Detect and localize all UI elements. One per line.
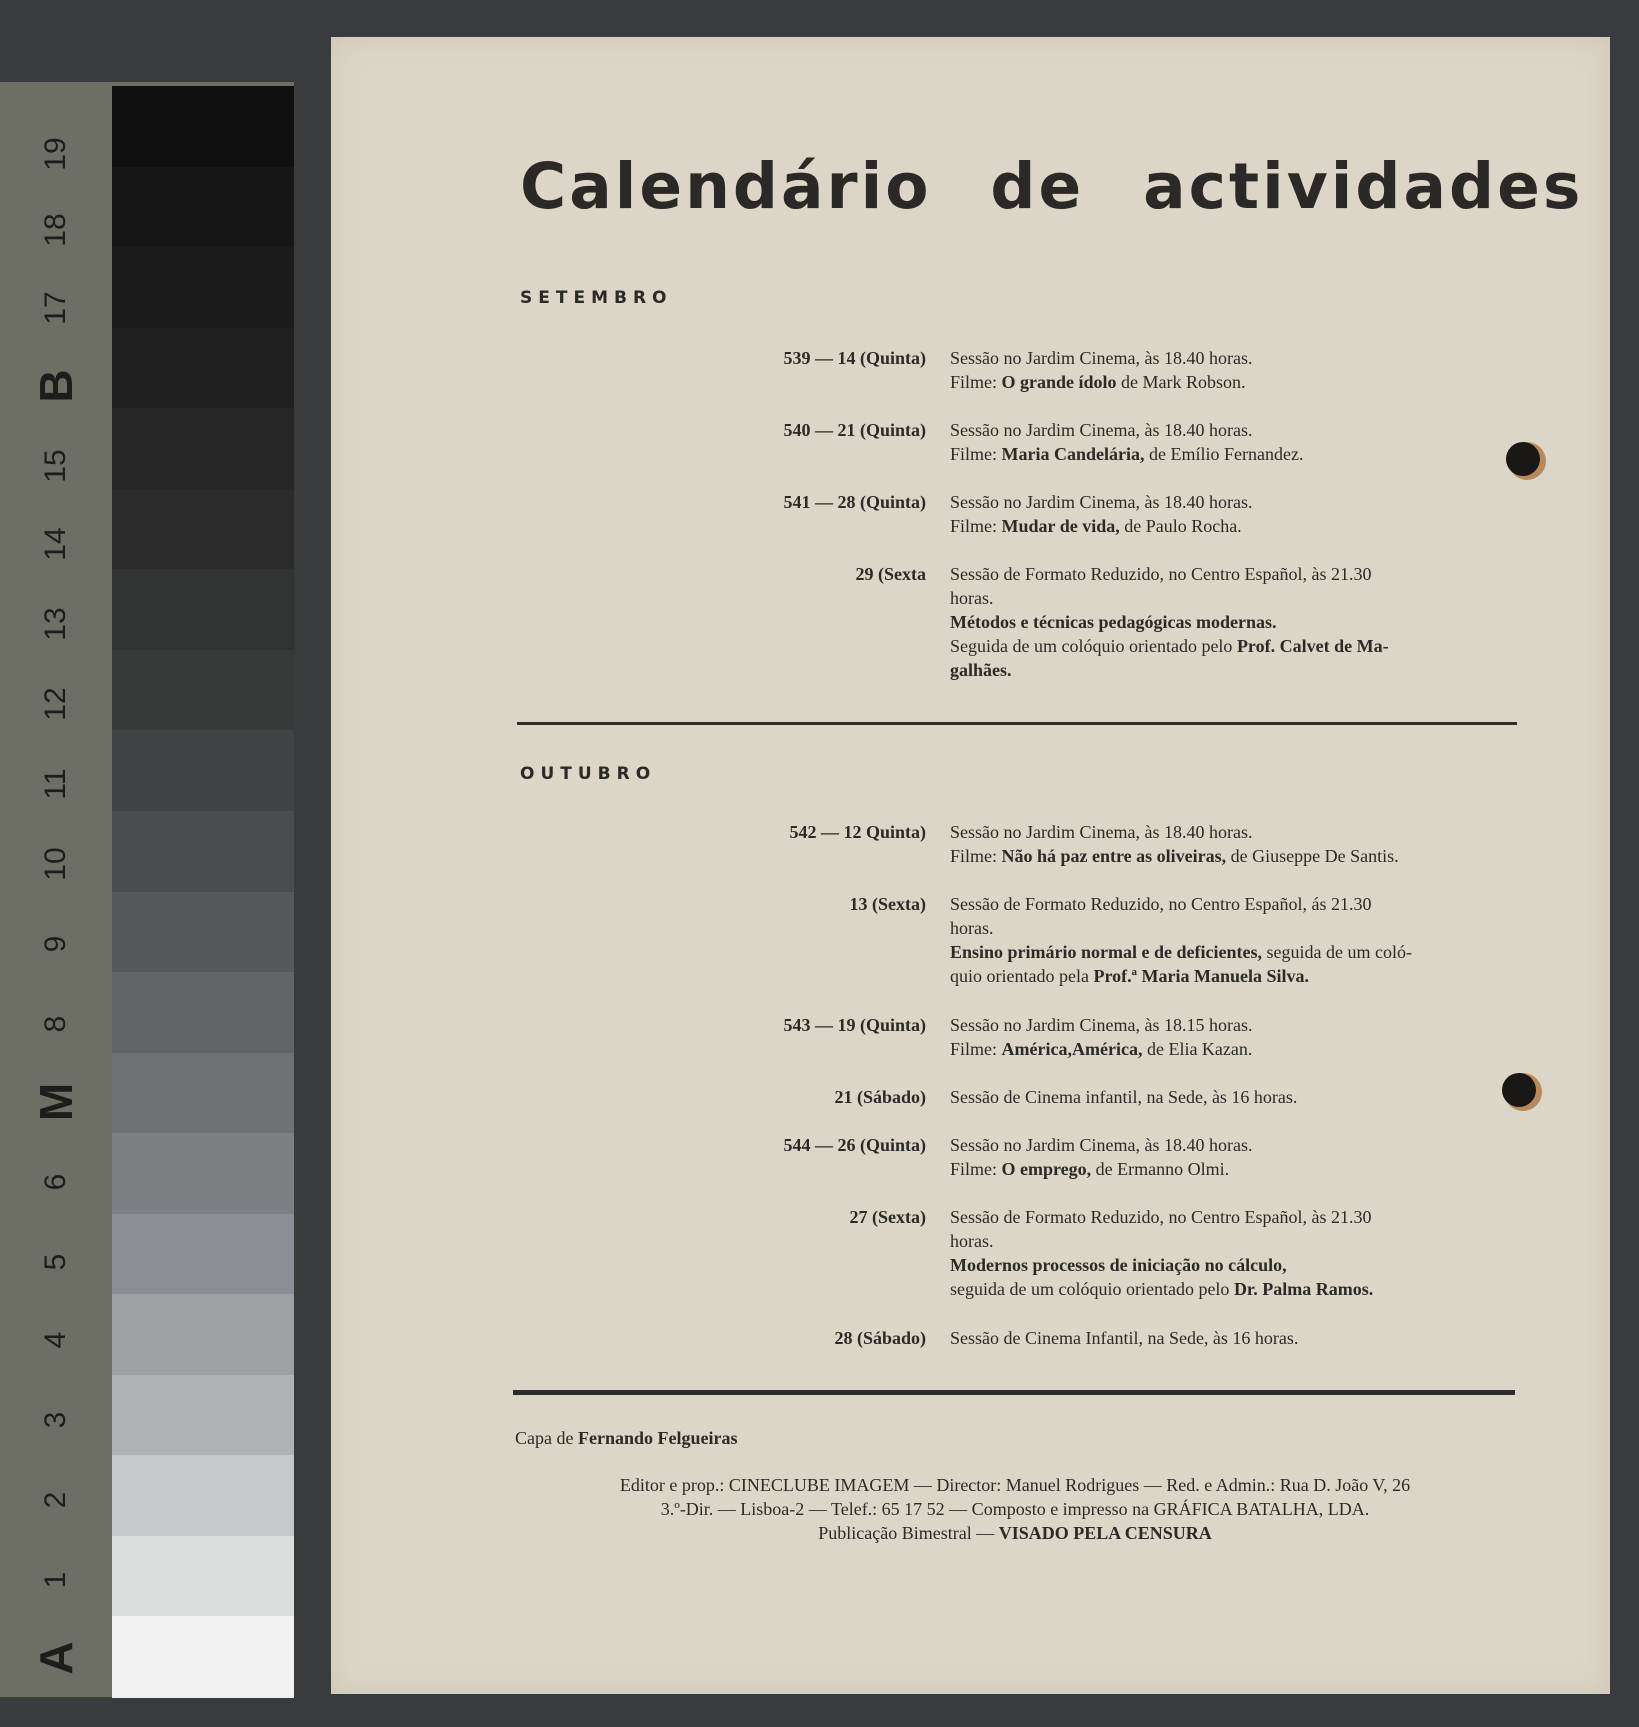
entry-film-line: Filme: Mudar de vida, de Paulo Rocha. [950, 516, 1242, 536]
entry-film-line: Filme: Maria Candelária, de Emílio Fernandez. [950, 444, 1304, 464]
entry-line: Sessão de Cinema Infantil, na Sede, às 16 horas. [950, 1328, 1299, 1348]
entry-description [950, 1085, 1520, 1109]
film-title: Mudar de vida, [1001, 516, 1120, 536]
entry-description [950, 1133, 1520, 1181]
film-title: Não há paz entre as oliveiras, [1001, 846, 1227, 866]
entry-line: horas. [950, 918, 994, 938]
gray-patch [112, 569, 294, 651]
entry-film-line: Filme: Não há paz entre as oliveiras, de Giuseppe De Santis. [950, 846, 1399, 866]
entry-line: Sessão de Formato Reduzido, no Centro Español, ás 21.30 [950, 894, 1372, 914]
entry-description [950, 1205, 1520, 1301]
scale-number: 18 [39, 213, 72, 247]
entry-date: 543 — 19 (Quinta) [783, 1015, 926, 1035]
imprint-line: Editor e prop.: CINECLUBE IMAGEM — Director: Manuel Rodrigues — Red. e Admin.: Rua D. João V, 26 [619, 1475, 1411, 1495]
imprint-line: Publicação Bimestral — VISADO PELA CENSURA [818, 1523, 1212, 1543]
gray-patch [112, 730, 294, 812]
scale-number: M [30, 1082, 82, 1122]
entry-description [950, 346, 1520, 394]
entry-date: 21 (Sábado) [834, 1087, 926, 1107]
scale-number: 15 [39, 449, 72, 483]
entry-description [950, 562, 1520, 682]
entry-date: 27 (Sexta) [849, 1207, 926, 1227]
gray-patch [112, 972, 294, 1054]
entry-line: Sessão no Jardim Cinema, às 18.40 horas. [950, 1135, 1253, 1155]
entry-description [950, 892, 1520, 988]
color-scale-strip [0, 82, 294, 1697]
entry-line: galhães. [950, 660, 1012, 680]
entry-description [950, 1326, 1520, 1350]
scale-number: 4 [39, 1331, 72, 1349]
entry-film-line: Filme: O grande ídolo de Mark Robson. [950, 372, 1246, 392]
scale-number: 11 [39, 768, 72, 800]
entry-line: Sessão de Formato Reduzido, no Centro Español, às 21.30 [950, 564, 1372, 584]
film-title: América,América, [1001, 1039, 1143, 1059]
scale-number: 1 [39, 1571, 72, 1589]
scale-number: 12 [39, 687, 72, 721]
punch-hole [1506, 442, 1540, 476]
gray-patch [112, 892, 294, 974]
gray-patch [112, 811, 294, 893]
scale-number: A [30, 1641, 82, 1675]
month-heading-setembro: SETEMBRO [520, 288, 673, 308]
gray-patch [112, 1133, 294, 1215]
scale-number: 14 [39, 527, 72, 561]
entry-line: Sessão no Jardim Cinema, às 18.15 horas. [950, 1015, 1253, 1035]
entry-line: Sessão no Jardim Cinema, às 18.40 horas. [950, 348, 1253, 368]
entry-line: seguida de um colóquio orientado pelo Dr. Palma Ramos. [950, 1279, 1374, 1299]
scale-number: 8 [39, 1015, 72, 1033]
scale-number: 2 [39, 1491, 72, 1509]
entry-date: 13 (Sexta) [849, 894, 926, 914]
entry-line: horas. [950, 588, 994, 608]
scale-number: 3 [39, 1411, 72, 1429]
entry-line: Modernos processos de iniciação no cálculo, [950, 1255, 1287, 1275]
gray-patch [112, 167, 294, 249]
entry-line: Sessão de Cinema infantil, na Sede, às 16 horas. [950, 1087, 1298, 1107]
scale-number: 10 [39, 847, 72, 881]
scale-number: 19 [39, 137, 72, 171]
entry-line: Sessão no Jardim Cinema, às 18.40 horas. [950, 492, 1253, 512]
gray-patch [112, 489, 294, 571]
gray-patches [112, 86, 294, 1697]
month-heading-outubro: OUTUBRO [520, 764, 657, 784]
entry-description [950, 1013, 1520, 1061]
gray-patch [112, 1536, 294, 1618]
gray-patch [112, 1455, 294, 1537]
entry-line: Ensino primário normal e de deficientes, seguida de um coló- [950, 942, 1412, 962]
page-title: Calendário de actividades [520, 150, 1584, 223]
entry-date: 540 — 21 (Quinta) [783, 420, 926, 440]
gray-patch [112, 1616, 294, 1698]
entry-date: 28 (Sábado) [834, 1328, 926, 1348]
film-title: O grande ídolo [1001, 372, 1117, 392]
film-title: Maria Candelária, [1001, 444, 1145, 464]
divider-rule [517, 722, 1517, 725]
gray-patch [112, 1375, 294, 1457]
entry-line: Sessão no Jardim Cinema, às 18.40 horas. [950, 420, 1253, 440]
entry-description [950, 820, 1520, 868]
divider-rule [513, 1390, 1515, 1395]
entry-date: 544 — 26 (Quinta) [783, 1135, 926, 1155]
entry-line: Seguida de um colóquio orientado pelo Prof. Calvet de Ma- [950, 636, 1389, 656]
entry-line: quio orientado pela Prof.ª Maria Manuela Silva. [950, 966, 1310, 986]
entry-description [950, 418, 1520, 466]
entry-date: 539 — 14 (Quinta) [783, 348, 926, 368]
entry-line: horas. [950, 1231, 994, 1251]
gray-patch [112, 1294, 294, 1376]
entry-line: Sessão no Jardim Cinema, às 18.40 horas. [950, 822, 1253, 842]
entry-line: Métodos e técnicas pedagógicas modernas. [950, 612, 1277, 632]
gray-patch [112, 1214, 294, 1296]
gray-patch [112, 86, 294, 168]
scale-number: 13 [39, 607, 72, 641]
imprint-line: 3.º-Dir. — Lisboa-2 — Telef.: 65 17 52 — Composto e impresso na GRÁFICA BATALHA, LDA. [660, 1499, 1370, 1519]
entry-line: Sessão de Formato Reduzido, no Centro Español, às 21.30 [950, 1207, 1372, 1227]
entry-description [950, 490, 1520, 538]
gray-patch [112, 650, 294, 732]
imprint [515, 1473, 1515, 1545]
punch-hole [1502, 1073, 1536, 1107]
scale-number: B [30, 369, 82, 403]
scale-number: 17 [39, 291, 72, 325]
entry-date: 29 (Sexta [855, 564, 926, 584]
gray-patch [112, 328, 294, 410]
entry-film-line: Filme: América,América, de Elia Kazan. [950, 1039, 1253, 1059]
entry-film-line: Filme: O emprego, de Ermanno Olmi. [950, 1159, 1230, 1179]
cover-credit: Capa de Fernando Felgueiras [515, 1428, 738, 1448]
gray-patch [112, 247, 294, 329]
entry-date: 542 — 12 Quinta) [789, 822, 926, 842]
gray-patch [112, 1053, 294, 1135]
scale-number: 6 [39, 1173, 72, 1191]
scale-numbers [0, 82, 112, 1697]
scale-number: 5 [39, 1253, 72, 1271]
scale-number: 9 [39, 935, 72, 953]
film-title: O emprego, [1001, 1159, 1092, 1179]
gray-patch [112, 408, 294, 490]
entry-date: 541 — 28 (Quinta) [783, 492, 926, 512]
